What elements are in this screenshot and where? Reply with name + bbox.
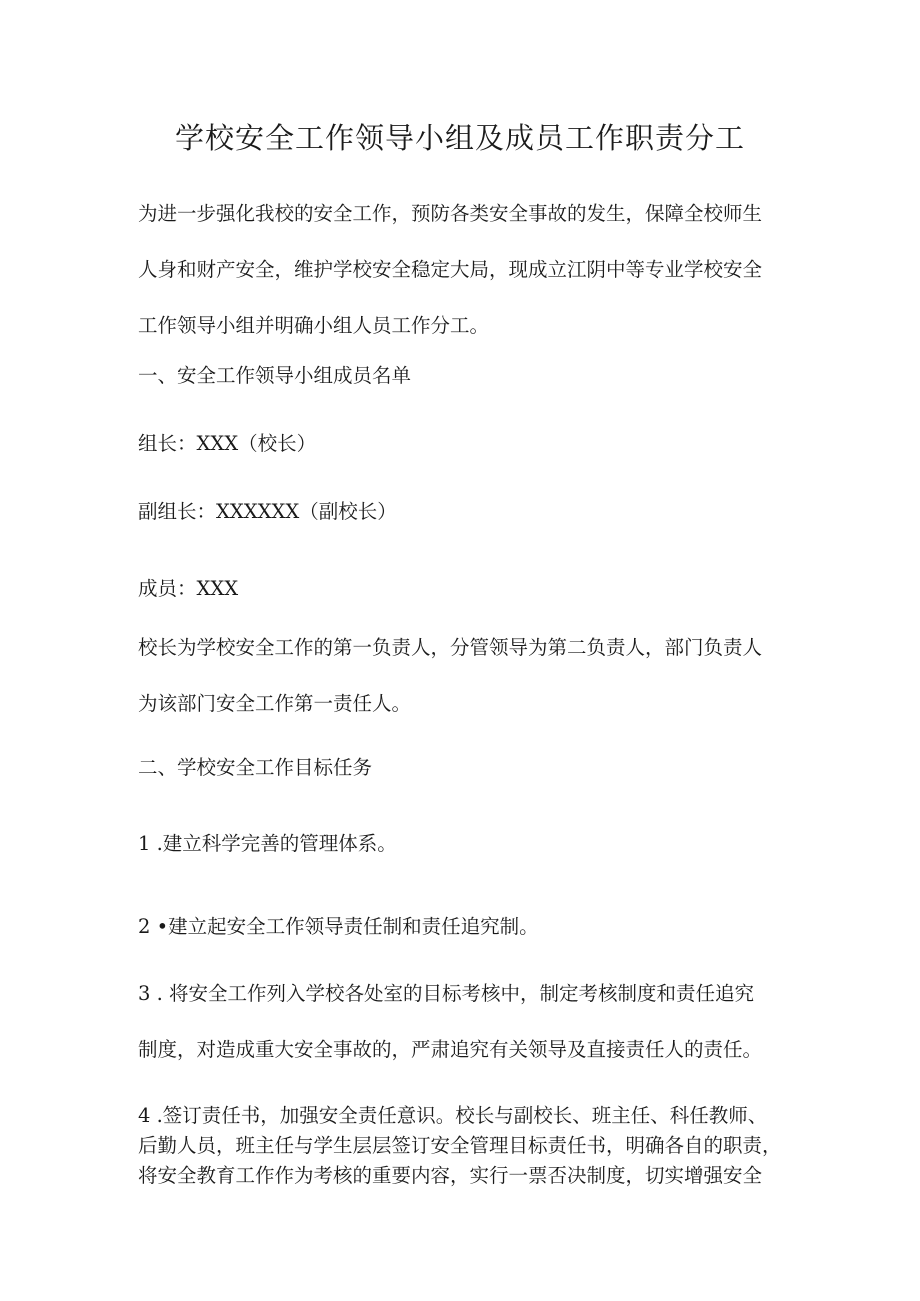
section-heading-members: 一、安全工作领导小组成员名单: [138, 364, 412, 387]
intro-line: 为进一步强化我校的安全工作，预防各类安全事故的发生，保障全校师生: [138, 202, 763, 225]
intro-line: 工作领导小组并明确小组人员工作分工。: [138, 314, 490, 337]
document-title: 学校安全工作领导小组及成员工作职责分工: [174, 121, 745, 155]
responsibility-line: 为该部门安全工作第一责任人。: [138, 692, 412, 715]
vice-leader-line: 副组长：XXXXXX（副校长）: [138, 500, 397, 523]
section-heading-goals: 二、学校安全工作目标任务: [138, 756, 373, 779]
goal-item-3-line: 3 . 将安全工作列入学校各处室的目标考核中，制定考核制度和责任追究: [138, 982, 755, 1005]
goal-item-4-line: 将安全教育工作作为考核的重要内容，实行一票否决制度，切实增强安全: [138, 1164, 763, 1187]
intro-line: 人身和财产安全，维护学校安全稳定大局，现成立江阴中等专业学校安全: [138, 258, 763, 281]
responsibility-paragraph: [138, 620, 798, 732]
goal-item-3-line: 制度，对造成重大安全事故的，严肃追究有关领导及直接责任人的责任。: [138, 1038, 763, 1061]
goal-item-1: 1 .建立科学完善的管理体系。: [138, 832, 397, 855]
goal-item-4-line: 后勤人员，班主任与学生层层签订安全管理目标责任书，明确各自的职责，: [138, 1134, 782, 1157]
intro-paragraph: [138, 186, 798, 354]
goal-item-3: [138, 966, 798, 1078]
leader-line: 组长：XXX（校长）: [138, 432, 317, 455]
goal-item-2: 2 •建立起安全工作领导责任制和责任追究制。: [138, 915, 539, 938]
members-line: 成员：XXX: [138, 577, 239, 600]
responsibility-line: 校长为学校安全工作的第一负责人，分管领导为第二负责人，部门负责人: [138, 636, 763, 659]
goal-item-4: [138, 1101, 808, 1191]
goal-item-4-line: 4 .签订责任书，加强安全责任意识。校长与副校长、班主任、科任教师、: [138, 1104, 768, 1127]
